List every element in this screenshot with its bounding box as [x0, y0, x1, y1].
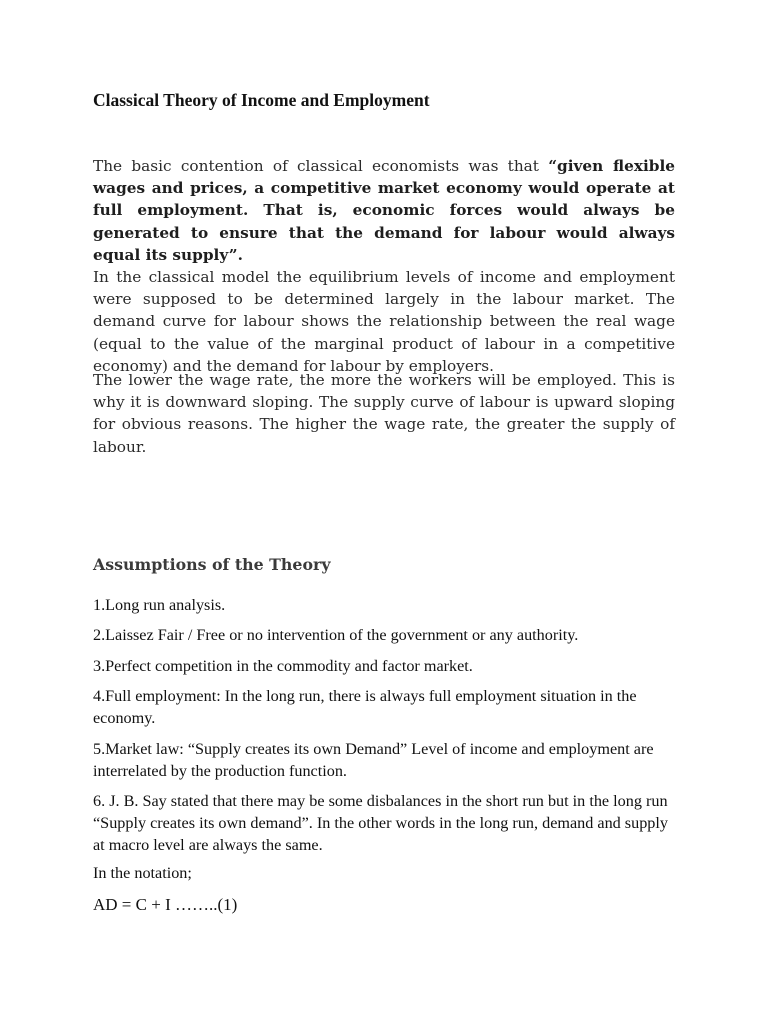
document-title: Classical Theory of Income and Employment: [93, 90, 430, 110]
assumption-item-3: 3.Perfect competition in the commodity and factor market.: [93, 657, 473, 675]
assumption-item-1: 1.Long run analysis.: [93, 596, 226, 614]
assumption-item-4: 4.Full employment: In the long run, there is always full employment situation in the economy.: [93, 687, 637, 727]
intro-lead-text: The basic contention of classical economists was that: [93, 157, 549, 175]
intro-quote-text: “given flexible wages and prices, a competitive market economy would operate at full employment. That is, economic forces would always be generated to ensure that the demand for labour would always equal its supply”.: [93, 157, 675, 264]
wage-rate-paragraph: The lower the wage rate, the more the workers will be employed. This is why it is downward sloping. The supply curve of labour is upward sloping for obvious reasons. The higher the wage rate, the greater the supply of labour.: [93, 371, 675, 456]
assumption-item-5: 5.Market law: “Supply creates its own Demand” Level of income and employment are interrelated by the production function.: [93, 740, 654, 780]
assumption-item-6: 6. J. B. Say stated that there may be some disbalances in the short run but in the long run “Supply creates its own demand”. In the other words in the long run, demand and supply at macro level are always the same.: [93, 792, 668, 854]
assumption-item-2: 2.Laissez Fair / Free or no intervention of the government or any authority.: [93, 626, 579, 644]
intro-paragraph: [93, 155, 675, 377]
intro-continuation-text: In the classical model the equilibrium levels of income and employment were supposed to be determined largely in the labour market. The demand curve for labour shows the relationship between the real wage (equal to the value of the marginal product of labour in a competitive economy) and the demand for labour by employers.: [93, 268, 675, 375]
notation-intro: In the notation;: [93, 864, 192, 882]
assumptions-heading: Assumptions of the Theory: [93, 555, 331, 574]
equation-ad: AD = C + I ……..(1): [93, 895, 238, 914]
